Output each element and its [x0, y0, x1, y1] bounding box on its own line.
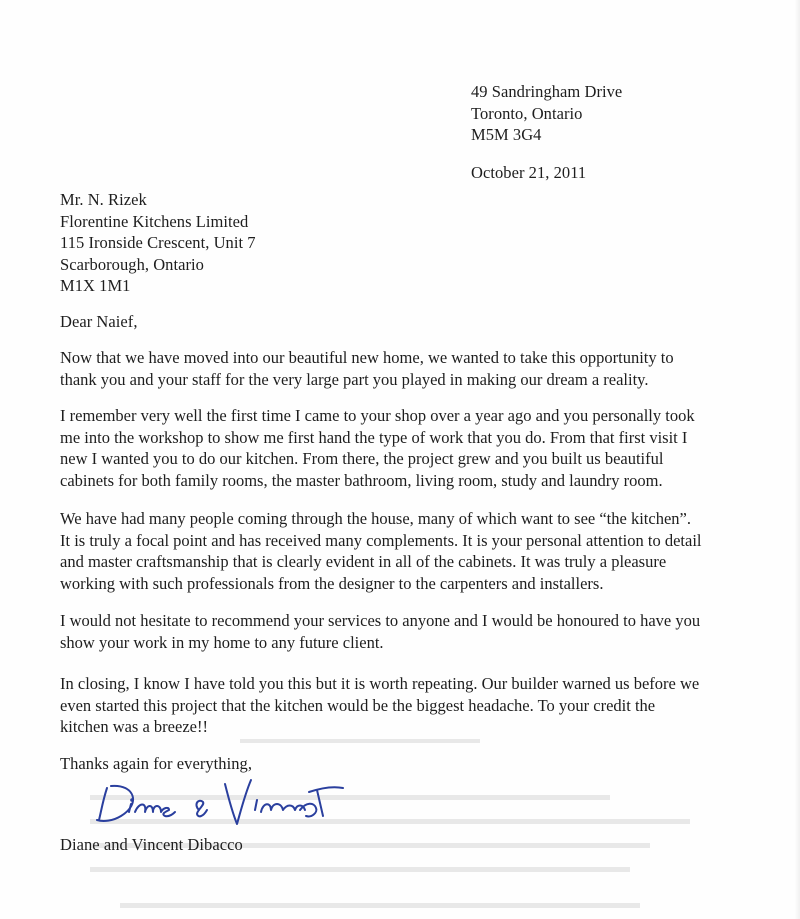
- sender-address: [471, 81, 622, 146]
- paragraph-line: We have had many people coming through the house, many of which want to see “the kitchen”.: [60, 509, 691, 528]
- recipient-street: 115 Ironside Crescent, Unit 7: [60, 233, 256, 252]
- sender-postal: M5M 3G4: [471, 125, 542, 144]
- paragraph-line: even started this project that the kitchen would be the biggest headache. To your credit the: [60, 695, 656, 715]
- handwritten-signature: [95, 770, 355, 830]
- paragraph-line: kitchen was a breeze!!: [60, 717, 208, 736]
- paragraph-closing-remarks: [60, 673, 699, 738]
- sender-street: 49 Sandringham Drive: [471, 82, 623, 101]
- recipient-city: Scarborough, Ontario: [60, 254, 204, 274]
- page-edge-shadow: [794, 0, 800, 919]
- paragraph-first-visit: [60, 405, 695, 491]
- recipient-address: [60, 189, 256, 297]
- paragraph-line: It is truly a focal point and has received many complements. It is your personal attention to detail: [60, 530, 702, 550]
- letter-date: October 21, 2011: [471, 163, 587, 182]
- paragraph-line: I would not hesitate to recommend your services to anyone and I would be honoured to have you: [60, 611, 701, 630]
- paragraph-line: working with such professionals from the designer to the carpenters and installers.: [60, 573, 604, 593]
- paragraph-line: Now that we have moved into our beautiful new home, we wanted to take this opportunity to: [60, 348, 674, 367]
- recipient-postal: M1X 1M1: [60, 276, 131, 295]
- paragraph-line: In closing, I know I have told you this but it is worth repeating. Our builder warned us before we: [60, 674, 700, 693]
- paragraph-recommend: [60, 610, 700, 653]
- paragraph-line: I remember very well the first time I came to your shop over a year ago and you personally took: [60, 406, 695, 425]
- paragraph-line: cabinets for both family rooms, the master bathroom, living room, study and laundry room.: [60, 470, 663, 490]
- recipient-company: Florentine Kitchens Limited: [60, 211, 249, 231]
- paragraph-line: and master craftsmanship that is clearly evident in all of the cabinets. It was truly a pleasure: [60, 552, 667, 571]
- signer-names: Diane and Vincent Dibacco: [60, 835, 243, 854]
- recipient-name: Mr. N. Rizek: [60, 190, 147, 209]
- paragraph-line: me into the workshop to show me first hand the type of work that you do. From that first visit I: [60, 427, 688, 447]
- paragraph-line: show your work in my home to any future client.: [60, 632, 384, 652]
- paragraph-line: new I wanted you to do our kitchen. From there, the project grew and you built us beautiful: [60, 449, 664, 468]
- paragraph-kitchen: [60, 508, 702, 594]
- salutation: Dear Naief,: [60, 312, 138, 331]
- sender-city: Toronto, Ontario: [471, 103, 583, 123]
- paragraph-line: thank you and your staff for the very large part you played in making our dream a reality.: [60, 369, 649, 389]
- closing-line: Thanks again for everything,: [60, 754, 253, 773]
- paragraph-thanks: [60, 347, 674, 390]
